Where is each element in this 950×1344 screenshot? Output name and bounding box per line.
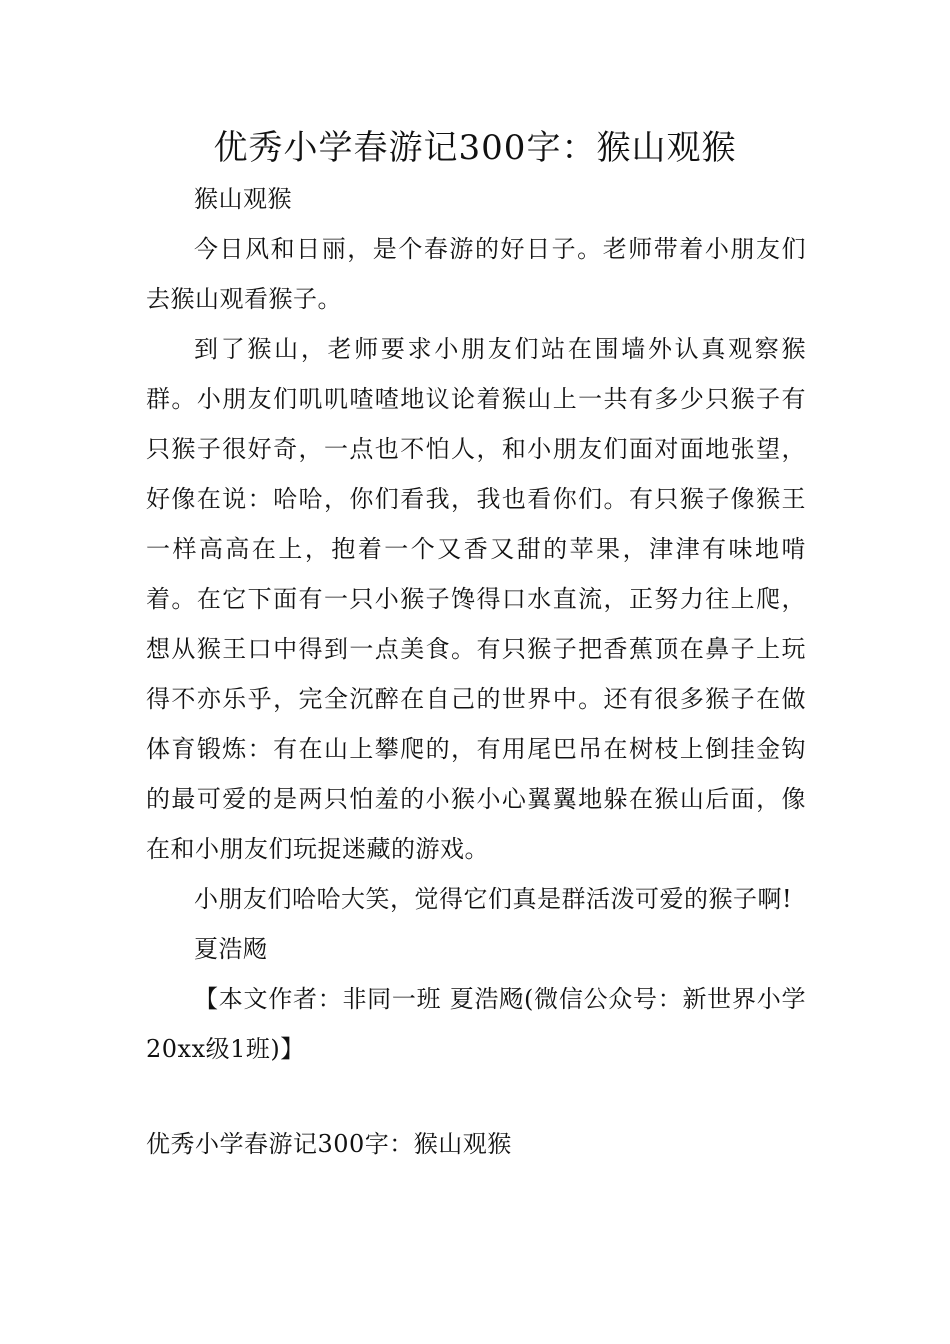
subtitle-paragraph: 猴山观猴 <box>194 185 292 213</box>
intro-paragraph: 今日风和日丽，是个春游的好日子。老师带着小朋友们去猴山观看猴子。 <box>146 235 806 313</box>
document-title: 优秀小学春游记300字：猴山观猴 <box>213 128 737 168</box>
document-body <box>146 174 806 1074</box>
author-name: 夏浩飏 <box>194 935 268 963</box>
main-paragraph: 到了猴山，老师要求小朋友们站在围墙外认真观察猴群。小朋友们叽叽喳喳地议论着猴山上一共有多少只猴子有只猴子很好奇，一点也不怕人，和小朋友们面对面地张望，好像在说：哈哈，你们看我，我也看你们。有只猴子像猴王一样高高在上，抱着一个又香又甜的苹果，津津有味地啃着。在它下面有一只小猴子馋得口水直流，正努力往上爬，想从猴王口中得到一点美食。有只猴子把香蕉顶在鼻子上玩得不亦乐乎，完全沉醉在自己的世界中。还有很多猴子在做体育锻炼：有在山上攀爬的，有用尾巴吊在树枝上倒挂金钩的最可爱的是两只怕羞的小猴小心翼翼地躲在猴山后面，像在和小朋友们玩捉迷藏的游戏。 <box>146 335 806 863</box>
conclusion-paragraph: 小朋友们哈哈大笑，觉得它们真是群活泼可爱的猴子啊! <box>194 885 793 913</box>
footer-title: 优秀小学春游记300字：猴山观猴 <box>146 1130 512 1158</box>
author-note: 【本文作者：非同一班 夏浩飏(微信公众号：新世界小学20xx级1班)】 <box>146 985 806 1063</box>
